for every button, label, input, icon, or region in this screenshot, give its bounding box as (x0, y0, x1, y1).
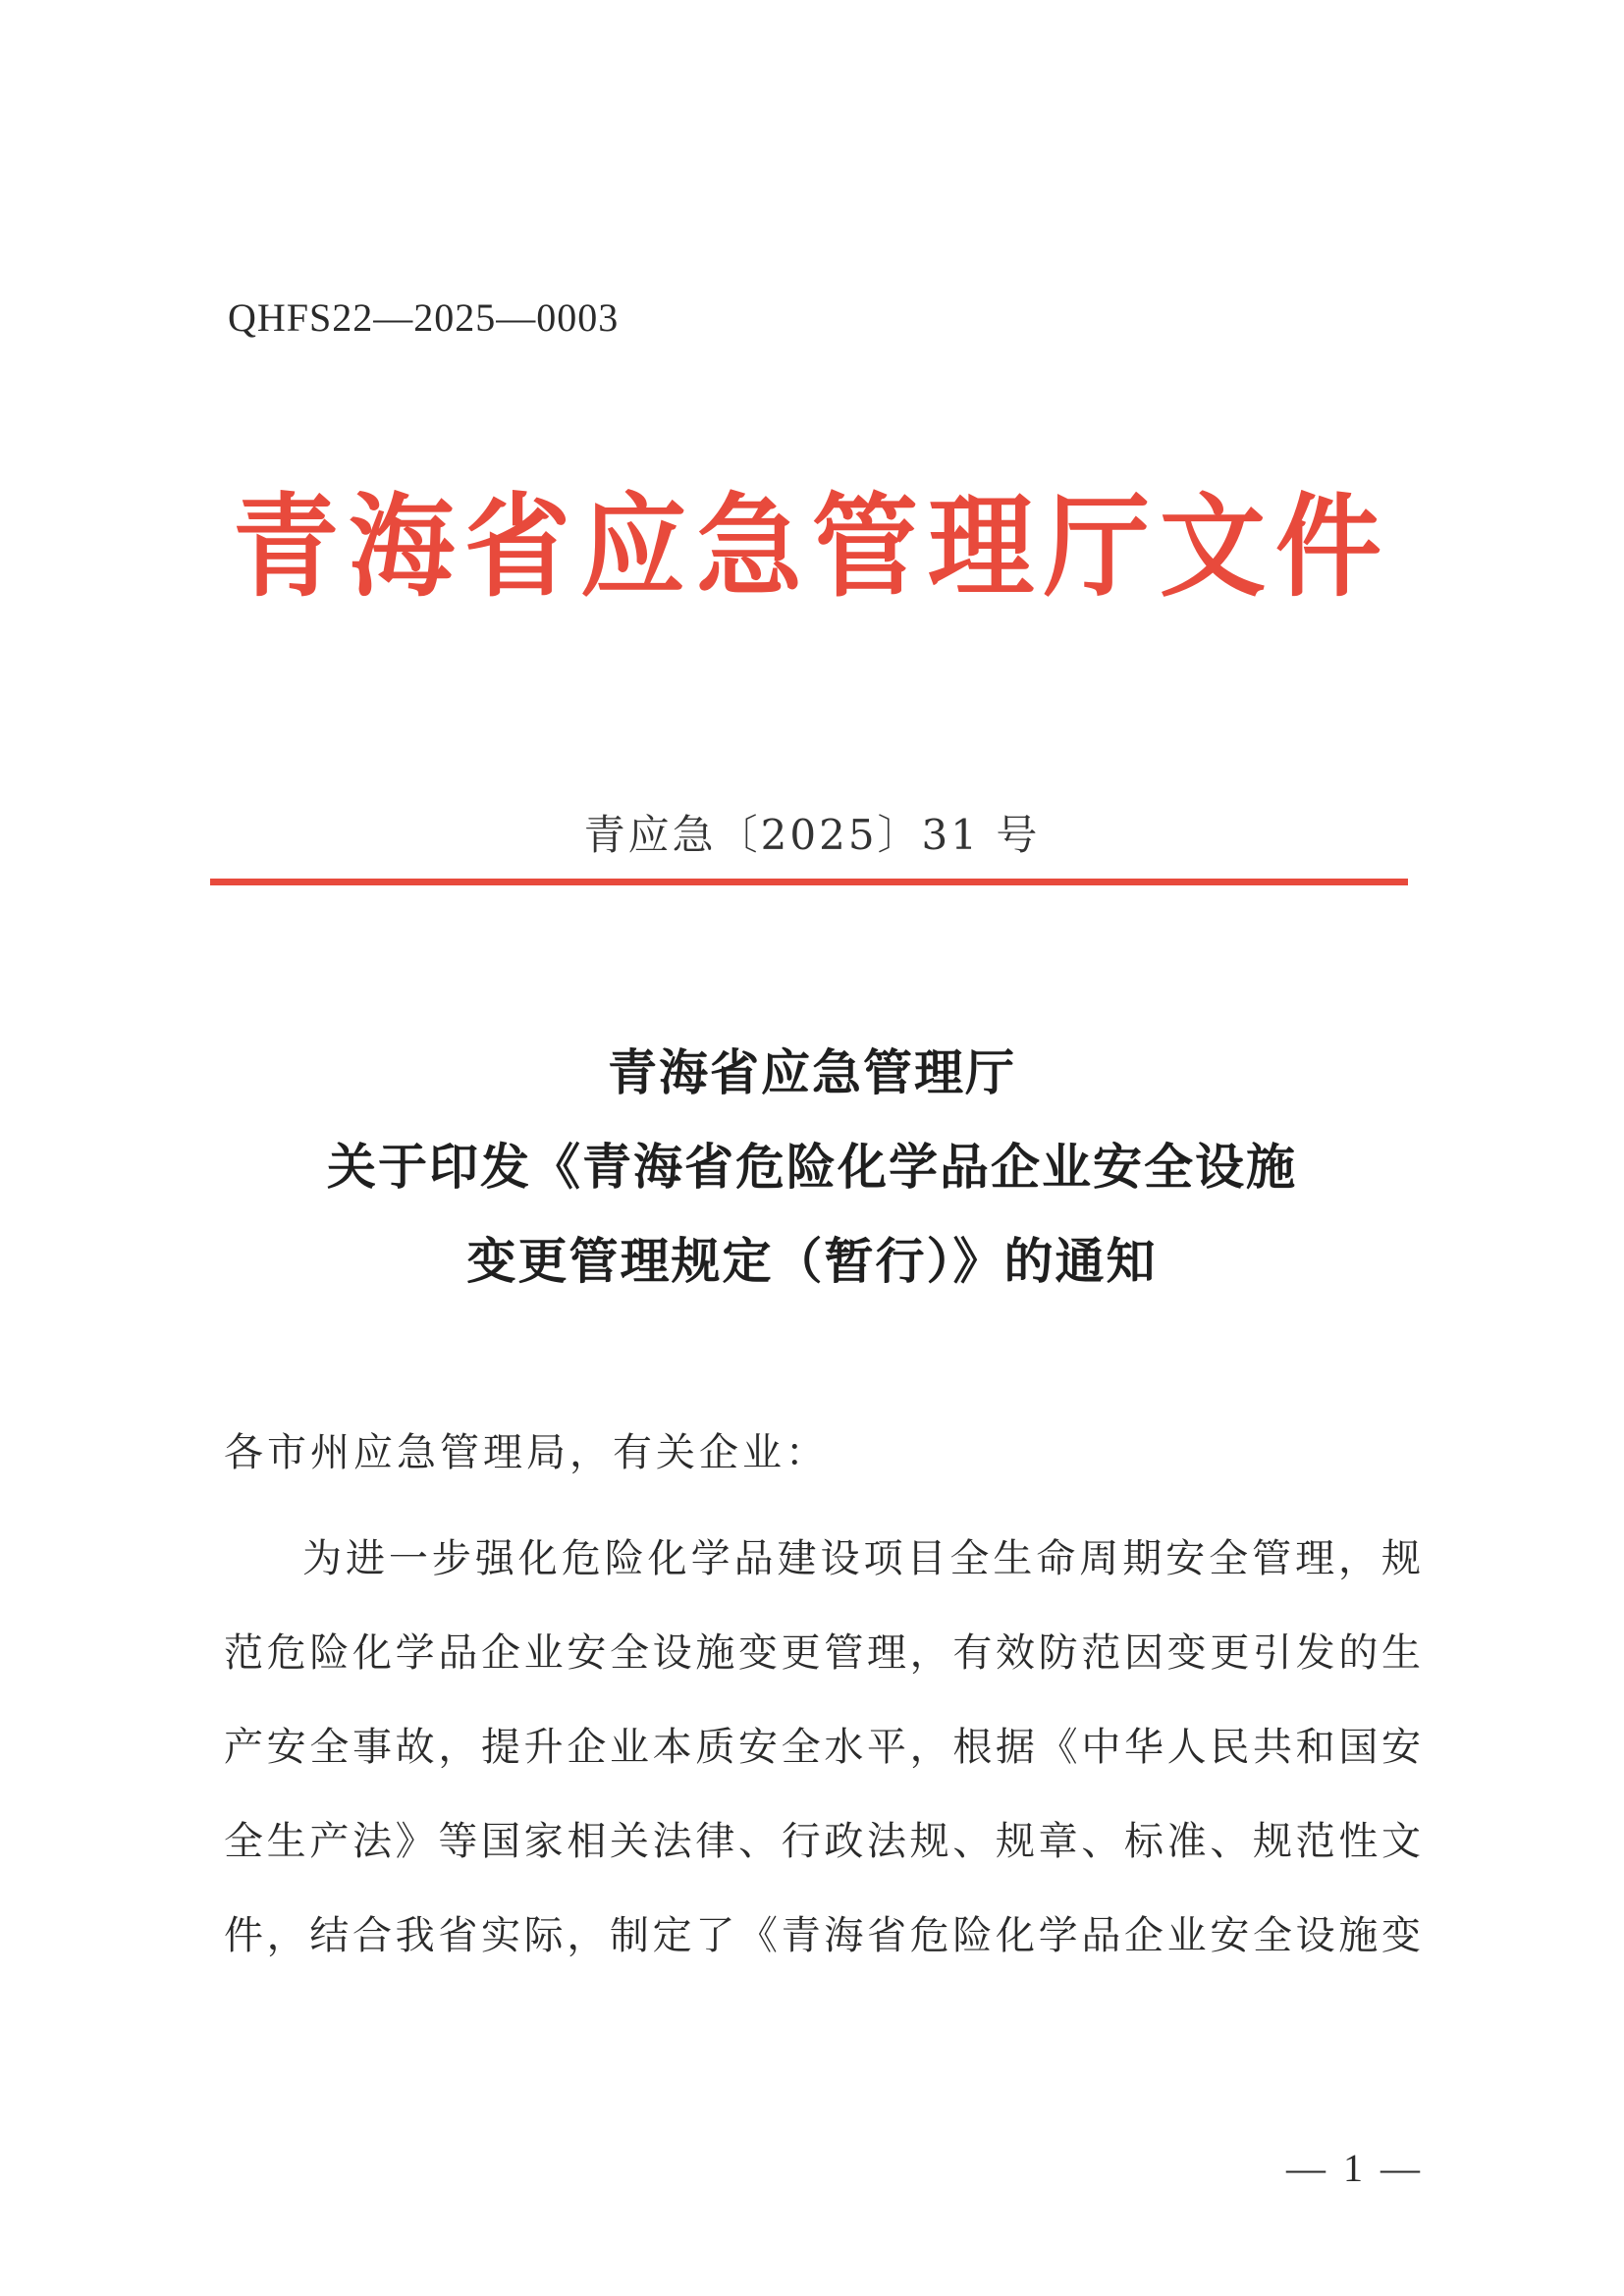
salutation: 各市州应急管理局，有关企业： (224, 1430, 829, 1475)
body-line-5: 件，结合我省实际，制定了《青海省危险化学品企业安全设施变 (224, 1913, 1424, 1958)
body-line-1: 为进一步强化危险化学品建设项目全生命周期安全管理，规 (302, 1536, 1424, 1581)
body-line-2: 范危险化学品企业安全设施变更管理，有效防范因变更引发的生 (224, 1630, 1424, 1676)
document-code: QHFS22—2025—0003 (228, 295, 620, 340)
body-line-4: 全生产法》等国家相关法律、行政法规、规章、标准、规范性文 (224, 1819, 1424, 1864)
title-line-2: 关于印发《青海省危险化学品企业安全设施 (327, 1138, 1297, 1196)
title-line-1: 青海省应急管理厅 (608, 1043, 1016, 1101)
document-number: 青应急〔2025〕31 号 (583, 811, 1041, 859)
body-paragraph (224, 1512, 1424, 1983)
red-divider-rule (210, 879, 1408, 885)
body-line-3: 产安全事故，提升企业本质安全水平，根据《中华人民共和国安 (224, 1725, 1424, 1770)
page-number: — 1 — (1286, 2146, 1424, 2190)
title-line-3: 变更管理规定（暂行）》的通知 (466, 1232, 1158, 1290)
masthead-title: 青海省应急管理厅文件 (232, 483, 1391, 613)
notice-title (0, 1026, 1624, 1308)
